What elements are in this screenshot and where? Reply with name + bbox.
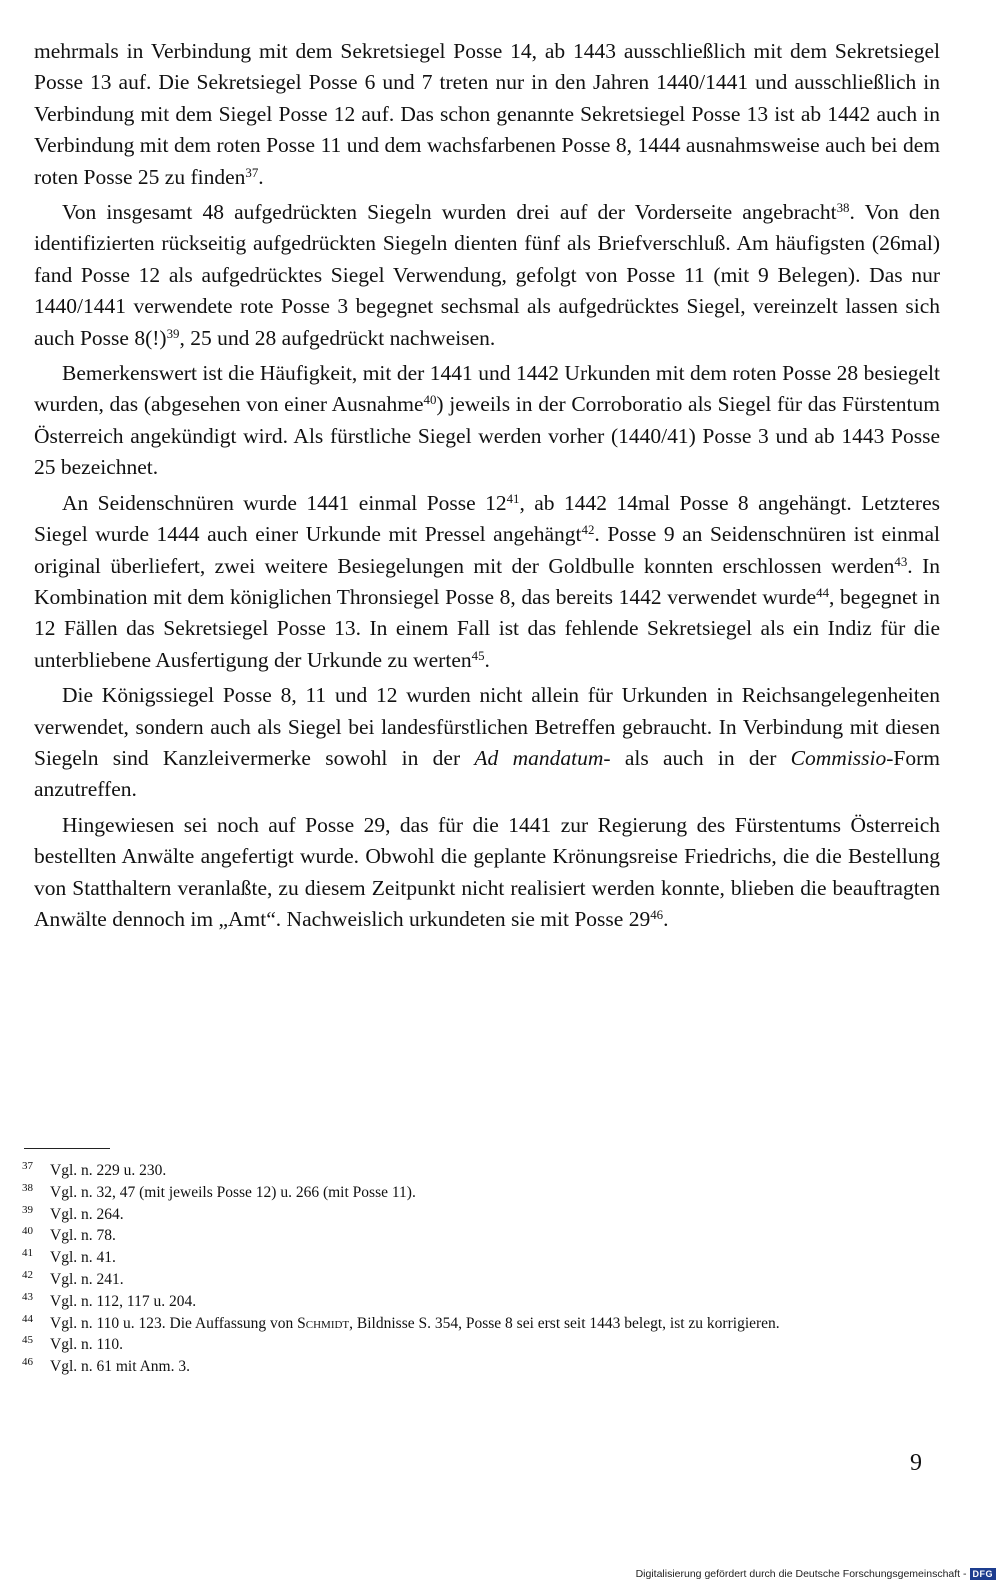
footnote-text-run: Vgl. n. 32, 47 (mit jeweils Posse 12) u. 266 (mit Posse 11). [50,1183,416,1201]
footnote-text [50,1182,942,1204]
footnotes [22,1160,942,1378]
footnote-number: 44 [22,1312,33,1325]
footnote-number: 46 [22,1356,33,1369]
footnote-43 [22,1291,942,1313]
footnote-text-run: Vgl. n. 78. [50,1227,116,1245]
footnote-number: 45 [22,1334,33,1347]
footnote-number: 43 [22,1290,33,1303]
footnote-number: 37 [22,1160,33,1172]
footnote-text [50,1160,942,1182]
page-number: 9 [910,1450,922,1476]
paragraph-3 [34,358,940,484]
footnote-text-run: Vgl. n. 229 u. 230. [50,1162,167,1179]
text-run: . [484,647,490,672]
text-run: . [258,164,264,189]
paragraph-6 [34,810,940,936]
footnote-ref-40: 40 [423,393,437,408]
footnote-46 [22,1356,942,1378]
text-run: Von insgesamt 48 aufgedrückten Siegeln wurden drei auf der Vorderseite angebracht [62,200,837,225]
footnote-text-run: Vgl. n. 110. [50,1336,124,1354]
text-run: Hingewiesen sei noch auf Posse 29, das für die 1441 zur Regierung des Fürstentums Österreich bestellten Anwälte angefertigt wurde. Obwohl die geplante Krönungsreise Friedrichs, die die Bestellung von Statthaltern veranlaßte, zu diesem Zeitpunkt nicht realisiert werden konnte, blieben die beauftragten Anwälte dennoch im „Amt“. Nachweislich urkundeten sie mit Posse 29 [34,812,940,931]
italic-term: Commissio- [790,745,894,770]
paragraph-4 [34,488,940,676]
text-run: . [663,906,669,931]
text-run: Bemerkenswert ist die Häufigkeit, mit der 1441 und 1442 Urkunden mit dem roten Posse 28 besiegelt wurden, das (abgesehen von einer Ausnahme [34,361,940,417]
footnote-ref-44: 44 [816,585,830,600]
footnote-ref-45: 45 [471,648,485,663]
paragraph-2 [34,197,940,354]
dfg-logo: DFG [970,1568,997,1580]
footnote-text-run: Vgl. n. 112, 117 u. 204. [50,1292,197,1310]
footnote-ref-38: 38 [836,200,850,215]
text-run: , begegnet in 12 Fällen das Sekretsiegel Posse 13. In einem Fall ist das fehlende Sekretsiegel als ein Indiz für die unterbliebene Ausfertigung der Urkunde zu werten [34,584,940,672]
text-run: . In Kombination mit dem königlichen Thronsiegel Posse 8, das bereits 1442 verwendet wurde [34,553,940,609]
footnote-45 [22,1334,942,1356]
footnote-41 [22,1247,942,1269]
footnote-text-run: , Bildnisse S. 354, Posse 8 sei erst seit 1443 belegt, ist zu korrigieren. [349,1314,780,1332]
footnote-text-run: Vgl. n. 61 mit Anm. 3. [50,1358,190,1376]
footnote-text-run: Vgl. n. 241. [50,1270,124,1288]
footnote-text-run: Vgl. n. 110 u. 123. Die Auffassung von [50,1314,298,1332]
italic-term: Ad mandatum- [474,745,611,770]
footnote-text [50,1269,942,1291]
paragraph-5 [34,680,940,806]
footnote-ref-46: 46 [650,907,664,922]
text-run: , ab 1442 14mal Posse 8 angehängt. Letzteres Siegel wurde 1444 auch einer Urkunde mit Pressel angehängt [34,490,940,547]
footnote-text [50,1334,942,1356]
text-run: An Seidenschnüren wurde 1441 einmal Posse 12 [62,490,507,515]
footnote-text [50,1356,942,1378]
footnote-text [50,1291,942,1313]
text-run: als auch in der [610,745,791,770]
paragraph-1 [34,36,940,193]
footnote-text [50,1313,942,1335]
text-run: ) jeweils in der Corroboratio als Siegel für das Fürstentum Österreich angekündigt wird. Als fürstliche Siegel werden vorher (1440/41) Posse 3 und ab 1443 Posse 25 bezeichnet. [34,392,941,480]
footnote-37 [22,1160,942,1182]
footnote-number: 42 [22,1268,33,1281]
text-run: mehrmals in Verbindung mit dem Sekretsiegel Posse 14, ab 1443 ausschließlich mit dem Sekretsiegel Posse 13 auf. Die Sekretsiegel Posse 6 und 7 treten nur in den Jahren 1440/1441 und ausschließlich in Verbindung mit dem Siegel Posse 12 auf. Das schon genannte Sekretsiegel Posse 13 ist ab 1442 auch in Verbindung mit dem roten Posse 11 und dem wachsfarbenen Posse 8, 1444 ausnahmsweise auch bei dem roten Posse 25 zu finden [34,39,940,189]
footnote-text [50,1247,942,1269]
digitization-note: Digitalisierung gefördert durch die Deutsche Forschungsgemeinschaft - [635,1568,967,1580]
footnote-text-run: Vgl. n. 264. [50,1205,124,1223]
footnote-ref-39: 39 [166,326,180,341]
footnote-42 [22,1269,942,1291]
footnote-separator [24,1148,110,1149]
footnote-text [50,1225,942,1247]
footnote-38 [22,1182,942,1204]
text-run: . Posse 9 an Seidenschnüren ist einmal original überliefert, zwei weitere Besiegelungen mit der Goldbulle konnten erschlossen werden [34,522,940,578]
text-run: Form anzutreffen. [34,745,940,802]
digitization-credit [636,1568,996,1580]
footnote-44 [22,1313,942,1335]
author-name: Schmidt [297,1314,350,1332]
footnote-number: 41 [22,1247,33,1260]
footnote-ref-41: 41 [506,491,520,506]
footnote-text [50,1204,942,1226]
footnote-ref-37: 37 [245,165,259,180]
text-run: . Von den identifizierten rückseitig aufgedrückten Siegeln dienten fünf als Briefverschluß. Am häufigsten (26mal) fand Posse 12 als aufgedrücktes Siegel Verwendung, gefolgt von Posse 11 (mit 9 Belegen). Das nur 1440/1441 verwendete rote Posse 3 begegnet sechsmal als aufgedrücktes Siegel, vereinzelt lassen sich auch Posse 8(!) [34,200,940,350]
footnote-40 [22,1225,942,1247]
text-run: Die Königssiegel Posse 8, 11 und 12 wurden nicht allein für Urkunden in Reichsangelegenheiten verwendet, sondern auch als Siegel bei landesfürstlichen Betreffen gebraucht. In Verbindung mit diesen Siegeln sind Kanzleivermerke sowohl in der [34,683,940,770]
text-run: , 25 und 28 aufgedrückt nachweisen. [179,325,496,350]
footnote-number: 39 [22,1203,33,1216]
footnote-number: 40 [22,1225,33,1238]
footnote-39 [22,1204,942,1226]
footnote-text-run: Vgl. n. 41. [50,1249,116,1267]
footnote-number: 38 [22,1181,33,1194]
body-text [34,36,940,939]
footnote-ref-42: 42 [581,523,595,537]
footnote-ref-43: 43 [894,554,908,569]
